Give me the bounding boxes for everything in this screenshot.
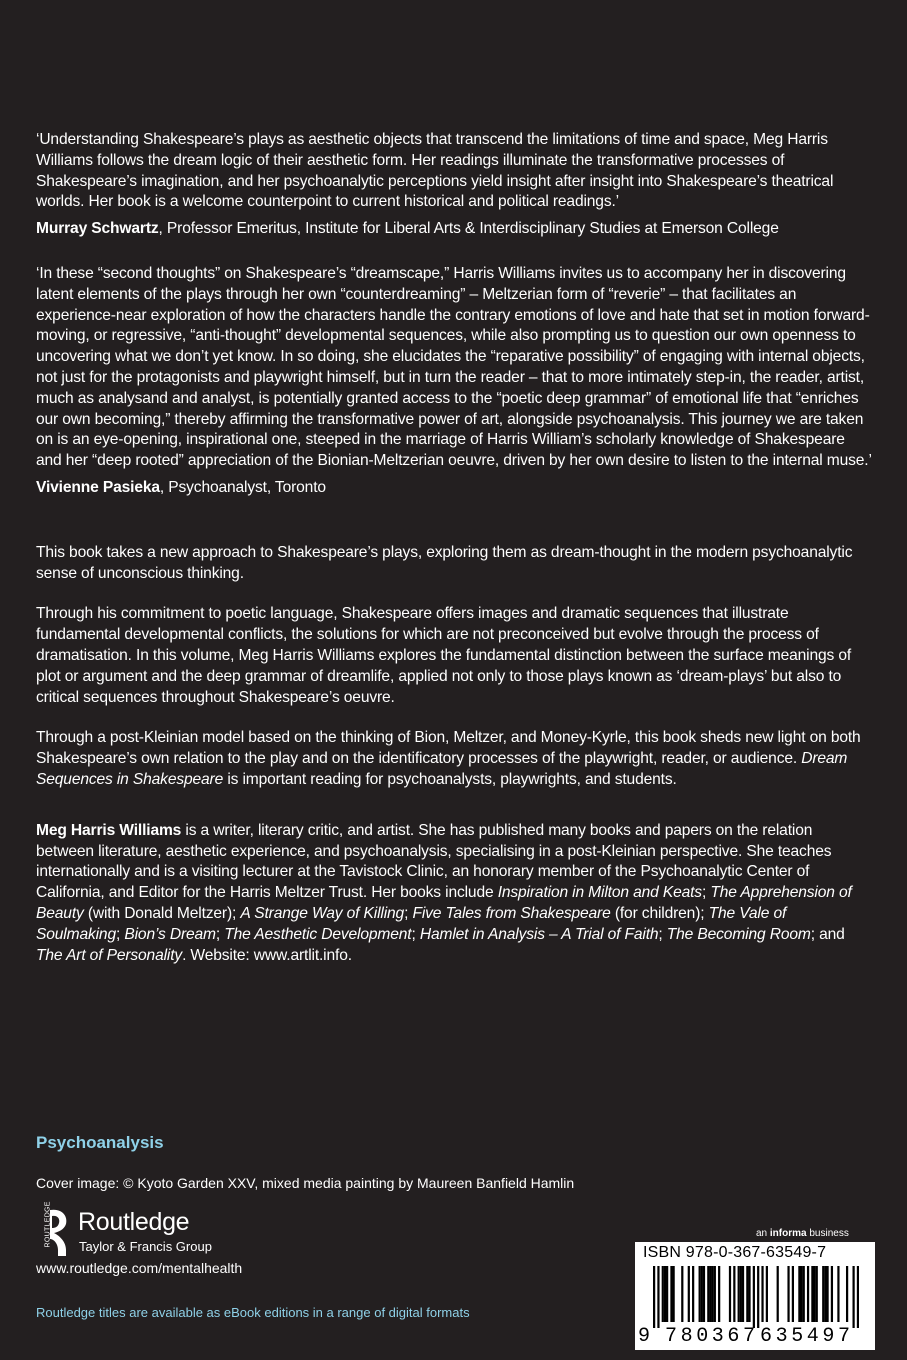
barcode-bar bbox=[718, 1266, 720, 1322]
review-quote-2: ‘In these “second thoughts” on Shakespeare’s “dreamscape,” Harris Williams invites us to accompany her in discovering latent elements of the plays through her own “counterdreaming” – Meltzerian form of “reverie” – that facilitates an experience-near exploration of how the characters handle the contrary emotions of love and hate that set in motion forward-moving, or regressive, “anti-thought” developmental sequences, while also prompting us to question our own openness to uncovering what we don’t yet know. In so doing, she elucidates the “reparative possibility” of engaging with internal objects, not just for the protagonists and playwright himself, but in turn the reader – that to more intimately step-in, the reader, artist, much as analysand and analyst, is potentially granted access to the “poetic deep grammar” of emotional life that “enriches our own becoming,” thereby affirming the transformative power of art, alongside psychoanalysis. This journey we are taken on is an eye-opening, inspirational one, steeped in the marriage of Harris William’s scholarly knowledge of Shakespeare and her “deep rooted” appreciation of the Bionian-Meltzerian oeuvre, driven by her own desire to listen to the internal muse.’ bbox=[36, 264, 872, 470]
barcode-bar bbox=[657, 1266, 659, 1328]
routledge-vertical-mark: ROUTLEDGE bbox=[44, 1201, 52, 1248]
barcode-bar bbox=[792, 1266, 794, 1322]
barcode-bar bbox=[761, 1266, 763, 1322]
barcode-bar bbox=[673, 1266, 675, 1322]
publisher-website: www.routledge.com/mentalhealth bbox=[36, 1260, 243, 1276]
barcode-bar bbox=[846, 1266, 848, 1322]
barcode-bar bbox=[753, 1266, 755, 1328]
description-paragraph-2: Through his commitment to poetic language, Shakespeare offers images and dramatic sequences that illustrate fundamental developmental conflicts, the solutions for which are not preconceived but evolve through the process of dramatisation. In this volume, Meg Harris Williams explores the fundamental distinction between the surface meanings of plot or argument and the deep grammar of dreamlife, applied not only to those plays known as ‘dream-plays’ but also to critical sequences throughout Shakespeare’s oeuvre. bbox=[36, 605, 852, 706]
barcode-bar bbox=[857, 1266, 859, 1328]
barcode-bar bbox=[664, 1266, 666, 1322]
author-name: Meg Harris Williams bbox=[36, 821, 182, 839]
isbn-barcode: ISBN 978-0-367-63549-7 9 780367 635497 bbox=[635, 1242, 875, 1350]
barcode-bar bbox=[742, 1266, 744, 1322]
back-cover-text bbox=[36, 130, 874, 966]
barcode-bar bbox=[662, 1266, 664, 1322]
barcode-bar bbox=[766, 1266, 768, 1322]
cover-image-credit: Cover image: © Kyoto Garden XXV, mixed media painting by Maureen Banfield Hamlin bbox=[36, 1175, 575, 1191]
barcode-bar bbox=[738, 1266, 740, 1322]
reviewer-name-2: Vivienne Pasieka bbox=[36, 478, 160, 496]
publisher-group: Taylor & Francis Group bbox=[79, 1239, 212, 1254]
informa-business-tag: an informa business bbox=[756, 1228, 849, 1239]
barcode-bar bbox=[681, 1266, 683, 1322]
barcode-bar bbox=[822, 1266, 824, 1322]
barcode-bar bbox=[733, 1266, 735, 1322]
barcode-bar bbox=[714, 1266, 716, 1322]
barcode-bar bbox=[798, 1266, 800, 1322]
barcode-bar bbox=[746, 1266, 748, 1322]
barcode-bar bbox=[703, 1266, 705, 1322]
barcode-bar bbox=[670, 1266, 672, 1322]
routledge-mark-icon bbox=[36, 1201, 70, 1258]
barcode-bars bbox=[653, 1266, 859, 1328]
barcode-bar bbox=[826, 1266, 828, 1322]
barcode-bar bbox=[831, 1266, 833, 1322]
barcode-bar bbox=[757, 1266, 759, 1328]
barcode-bar bbox=[699, 1266, 701, 1322]
barcode-bar bbox=[748, 1266, 750, 1322]
barcode-bar bbox=[803, 1266, 805, 1322]
barcode-bar bbox=[824, 1266, 826, 1322]
barcode-bar bbox=[666, 1266, 668, 1322]
barcode-bar bbox=[729, 1266, 731, 1322]
barcode-bar bbox=[800, 1266, 802, 1322]
barcode-bar bbox=[811, 1266, 813, 1322]
barcode-bar bbox=[653, 1266, 655, 1328]
barcode-bar bbox=[807, 1266, 809, 1322]
barcode-bar bbox=[692, 1266, 694, 1322]
barcode-bar bbox=[837, 1266, 839, 1322]
review-attribution-2 bbox=[36, 478, 874, 499]
review-attribution-1 bbox=[36, 219, 874, 240]
description-paragraph-3: Through a post-Kleinian model based on the thinking of Bion, Meltzer, and Money-Kyrle, this book sheds new light on both Shakespeare’s own relation to the play and on the identificatory processes of the playwright, reader, or audience. Dream Sequences in Shakespeare is important reading for psychoanalysts, playwrights, and students. bbox=[36, 729, 861, 788]
reviewer-affiliation-2: , Psychoanalyst, Toronto bbox=[159, 478, 326, 496]
barcode-bar bbox=[688, 1266, 690, 1322]
review-quote-1: ‘Understanding Shakespeare’s plays as aesthetic objects that transcend the limitations of time and space, Meg Harris Williams follows the dream logic of their aesthetic form. Her readings illuminate the transformative processes of Shakespeare’s imagination, and her psychoanalytic perceptions yield insight after insight into Shakespeare’s theatrical worlds. Her book is a welcome counterpoint to current historical and political readings.’ bbox=[36, 131, 834, 211]
barcode-bar bbox=[712, 1266, 714, 1322]
isbn-number: ISBN 978-0-367-63549-7 bbox=[643, 1244, 827, 1261]
barcode-bar bbox=[787, 1266, 789, 1322]
book-title: Dream Sequences in Shakespeare bbox=[36, 750, 848, 788]
publisher-name: Routledge bbox=[78, 1208, 190, 1236]
description-paragraph-1: This book takes a new approach to Shakespeare’s plays, exploring them as dream-thought in the modern psychoanalytic sense of unconscious thinking. bbox=[36, 543, 853, 582]
barcode-bar bbox=[707, 1266, 709, 1322]
reviewer-affiliation-1: , Professor Emeritus, Institute for Liberal Arts & Interdisciplinary Studies at Emerson College bbox=[158, 220, 779, 238]
subject-category: Psychoanalysis bbox=[36, 1133, 164, 1152]
barcode-bar bbox=[816, 1266, 818, 1322]
reviewer-name-1: Murray Schwartz bbox=[36, 220, 159, 238]
routledge-logo bbox=[36, 1201, 296, 1260]
barcode-bar bbox=[709, 1266, 711, 1322]
barcode-bar bbox=[740, 1266, 742, 1322]
barcode-bar bbox=[701, 1266, 703, 1322]
author-bio: Meg Harris Williams is a writer, literary critic, and artist. She has published many books and papers on the relation between literature, aesthetic experience, and psychoanalysis, specialising in a post-Kleinian perspective. She teaches internationally and is a visiting lecturer at the Tavistock Clinic, an honorary member of the Psychoanalytic Center of California, and Editor for the Harris Meltzer Trust. Her books include Inspiration in Milton and Keats; The Apprehension of Beauty (with Donald Meltzer); A Strange Way of Killing; Five Tales from Shakespeare (for children); The Vale of Soulmaking; Bion’s Dream; The Aesthetic Development; Hamlet in Analysis – A Trial of Faith; The Becoming Room; and The Art of Personality. Website: www.artlit.info. bbox=[36, 821, 852, 964]
ebook-note: Routledge titles are available as eBook editions in a range of digital formats bbox=[36, 1305, 470, 1320]
barcode-bar bbox=[813, 1266, 815, 1322]
barcode-bar bbox=[777, 1266, 779, 1322]
barcode-bar bbox=[852, 1266, 854, 1328]
